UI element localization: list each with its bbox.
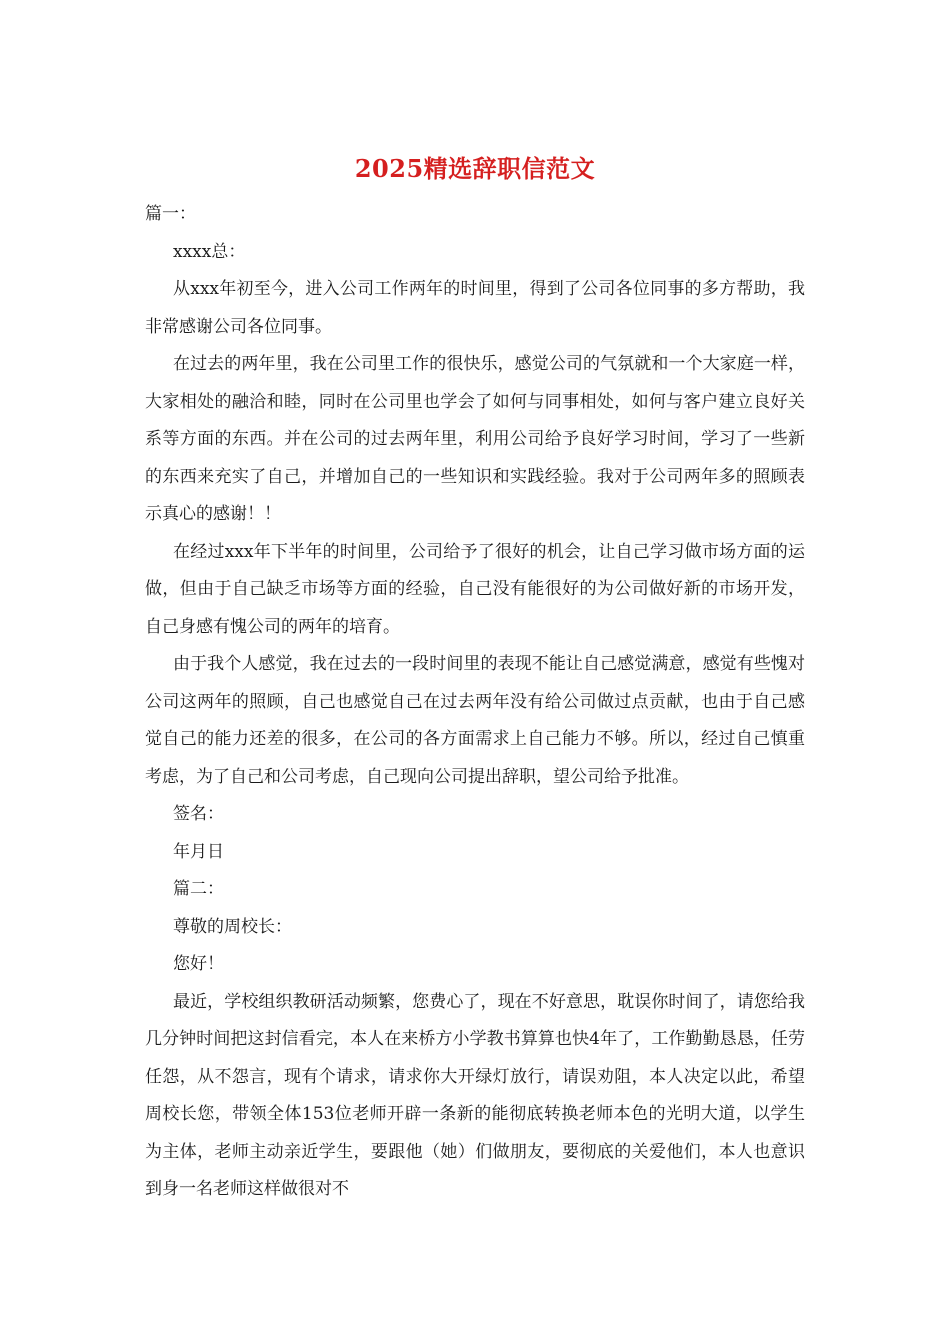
paragraph: 由于我个人感觉，我在过去的一段时间里的表现不能让自己感觉满意，感觉有些愧对公司这两年的照顾，自己也感觉自己在过去两年没有给公司做过点贡献，也由于自己感觉自己的能力还差的很多，在公司的各方面需求上自己能力不够。所以，经过自己慎重考虑，为了自己和公司考虑，自己现向公司提出辞职，望公司给予批准。: [145, 654, 805, 787]
salutation-1: xxxx总：: [173, 241, 246, 262]
greeting: 您好！: [173, 954, 224, 974]
paragraph: 在经过xxx年下半年的时间里，公司给予了很好的机会，让自己学习做市场方面的运做，但由于自己缺乏市场等方面的经验，自己没有能很好的为公司做好新的市场开发，自己身感有愧公司的两年的培育。: [145, 541, 805, 637]
paragraph: 最近，学校组织教研活动频繁，您费心了，现在不好意思，耽误你时间了，请您给我几分钟时间把这封信看完，本人在来桥方小学教书算算也快4年了，工作勤勤恳恳，任劳任怨，从不怨言，现有个请求，请求你大开绿灯放行，请误劝阻，本人决定以此，希望周校长您，带领全体153位老师开辟一条新的能彻底转换老师本色的光明大道，以学生为主体，老师主动亲近学生，要跟他（她）们做朋友，要彻底的关爱他们，本人也意识到身一名老师这样做很对不: [145, 991, 805, 1199]
date-line: 年月日: [173, 841, 224, 862]
section-heading-2: 篇二：: [173, 879, 224, 899]
salutation-2: 尊敬的周校长：: [173, 916, 292, 937]
signature-line: 签名：: [173, 804, 224, 824]
document-body: [145, 196, 805, 1209]
paragraph: 从xxx年初至今，进入公司工作两年的时间里，得到了公司各位同事的多方帮助，我非常感谢公司各位同事。: [145, 279, 805, 337]
section-heading-1: 篇一：: [145, 204, 196, 224]
document-title: 2025精选辞职信范文: [354, 154, 596, 183]
paragraph: 在过去的两年里，我在公司里工作的很快乐，感觉公司的气氛就和一个大家庭一样，大家相处的融洽和睦，同时在公司里也学会了如何与同事相处，如何与客户建立良好关系等方面的东西。并在公司的过去两年里，利用公司给予良好学习时间，学习了一些新的东西来充实了自己，并增加自己的一些知识和实践经验。我对于公司两年多的照顾表示真心的感谢！！: [145, 354, 805, 524]
